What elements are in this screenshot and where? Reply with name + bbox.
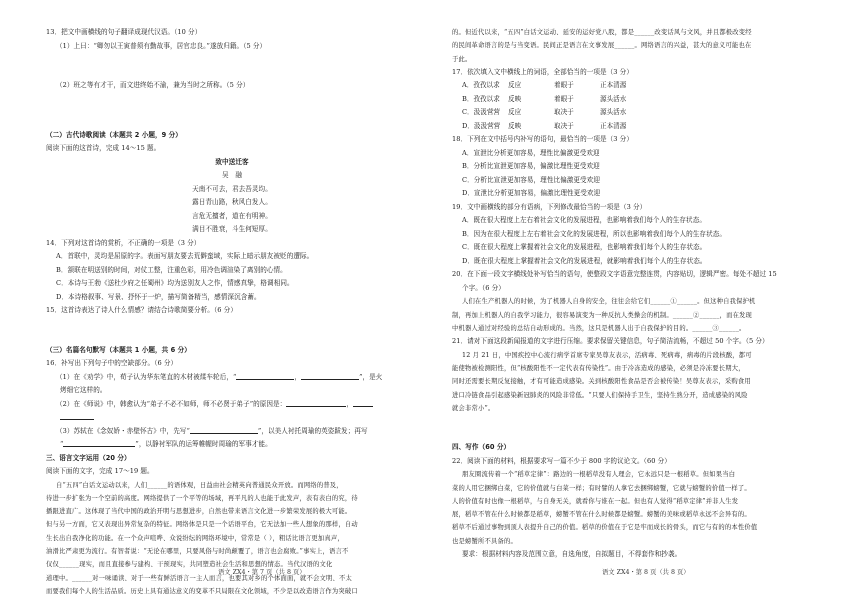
q21-text-line: 同时还需要长期反复接触，才有可能造成感染。关到核酸阳性食品是否会被传染！吴尊友表示，采购食用 xyxy=(452,378,751,386)
option-cell: 源头活水 xyxy=(600,94,627,103)
option-cell: 源头活水 xyxy=(600,108,627,117)
option-cell: 正本清源 xyxy=(600,121,627,130)
q22-requirement: 要求：根据材料内容及范围立意，自选角度，自拟题目，不得套作和抄袭。 xyxy=(462,550,682,559)
q20-text-line: 制，再加上机器人的自我学习能力，很容易演变为一种反抗人类操会的机制。______②______，而在发现 xyxy=(452,311,753,319)
passage-line: 但与另一方面，它又表现出异常复杂的特征。网络体是只是一个话语平台，它无法加一些人想象的那样，自动 xyxy=(46,521,358,529)
section-poem-heading: （二）古代诗歌阅读（本题共 2 小题，9 分） xyxy=(46,130,182,139)
passage-line: 的民间革命语言的是与当变语。民间正是语言在文事发展______。网络语言的兴益，甚大的意义可能也在 xyxy=(452,42,752,50)
question-17: 17．依次填入文中横线上的词语，全部恰当的一项是（3 分） xyxy=(452,67,633,76)
question-19: 19．文中画横线的部分有语病，下列修改最恰当的一项是（3 分） xyxy=(452,202,647,211)
question-15: 15．这首诗表达了诗人什么情感？请结合诗歌简要分析。（6 分） xyxy=(46,306,237,314)
option-b: B．分析比宣泄更加容易，偏激比理性更受欢迎 xyxy=(462,162,600,171)
option-cell: 反映 xyxy=(508,94,522,103)
q20-text-line: 人们在生产机器人的时候，为了机器人自身的安全，往往会给它们______①______。但这种自我保护机 xyxy=(462,298,756,306)
q22-text-line: 展，稻草不管在什么时候都是稻草，螃蟹不管在什么时候都是螃蟹。螃蟹的美味或稻草永远不会异有的。 xyxy=(452,511,751,519)
option-cell: D．汲汲营营 xyxy=(462,121,501,130)
poem-line: 言危无擅者，道在有明神。 xyxy=(192,211,272,220)
passage-line: 生长出自我净化的功能。在一个众声喧哗、众说纷纭的网络环境中，常常是（ ），粗话比语言更加真声， xyxy=(46,534,344,542)
option-cell: 着眼于 xyxy=(554,94,574,103)
question-21: 21．请对下面这段新闻报道的文字进行压缩。要求保留关键信息，句子简洁流畅，不超过 50 个字。（5 分） xyxy=(452,337,769,346)
answer-blank[interactable] xyxy=(353,399,373,407)
question-18: 18．下列在文中括号内补写的语句，最恰当的一项是（3 分） xyxy=(452,135,633,144)
option-a: A．首联中，灵均是屈原的字。表面写朋友要去荒僻蛮域，实际上暗示朋友被贬的遭际。 xyxy=(56,252,314,260)
question-20-cont: 个字。（6 分） xyxy=(462,283,505,292)
question-17-options xyxy=(452,79,824,133)
section-writing-heading: 四、写作（60 分） xyxy=(452,443,511,452)
question-16: 16．补写出下列句子中的空缺部分。（6 分） xyxy=(46,359,178,367)
question-13-2: （2）班之等有才干，而文进终始不渝，兼为当时之所称。（5 分） xyxy=(56,81,250,89)
answer-blank[interactable] xyxy=(60,412,94,420)
answer-blank[interactable] xyxy=(63,439,135,447)
option-d: D．既在很大程度上掌握着社会文化的发展进程，就影响着我们每个人的生存状态。 xyxy=(462,256,707,265)
question-16-2: （2）在《师说》中，韩愈认为“弟子不必不如师，师不必贤于弟子”的原因是： ， xyxy=(46,398,418,412)
question-20: 20．在下面一段文字横线处补写恰当的语句，使整段文字语意完整连贯，内容贴切，逻辑严密。每处不超过 15 xyxy=(452,270,777,279)
option-cell: 着眼于 xyxy=(554,81,574,90)
q22-text-line: 朋友圈流传着一个“稻草定律”：路边的一根稻草没有人理会，它永远只是一根稻草。但如果当白 xyxy=(462,471,736,479)
answer-blank[interactable] xyxy=(190,426,258,434)
passage-line: 的。但近代以来，“五四”白话文运动、延安的运好党八股，都是______改变话风与文风，并且都极改变经 xyxy=(452,29,752,36)
question-16-2-cont xyxy=(46,411,418,425)
q21-text-line: 12 月 21 日，中国疾控中心流行病学首席专家吴尊友表示，活病毒、死病毒，病毒的片段核酸，都可 xyxy=(462,351,752,359)
q22-text-line: 也是螃蟹所不具备的。 xyxy=(452,537,517,545)
passage-line: 道理中。______对一味诵读、对于一些有鲜活语言一主人而言，也要其对乡的个体面面，就不会文明、不太 xyxy=(46,574,352,582)
passage-line: 油滑比严肃更为流行。有智者说：“无论在哪里，只要风俗与时尚颠覆了，语言也会腐败。”事实上，语言不 xyxy=(46,547,349,555)
poem-intro: 阅读下面的这首诗，完成 14～15 题。 xyxy=(46,144,161,152)
poem-line: 满目不胜衰，斗生何短厚。 xyxy=(192,225,272,233)
question-14: 14．下列对这首诗的赏析，不正确的一项是（3 分） xyxy=(46,238,201,247)
option-cell: 反应 xyxy=(508,108,522,117)
q22-text-line: 稻草不后通过事物到顶人表提升自己的价值。稻草的价值在于它是牢而成长的骨头，而它与有的的本性价值 xyxy=(452,524,758,532)
question-16-1-cont: 烤细它这样的。 xyxy=(60,386,107,394)
q21-text-line: 能使物被检测阳性，但“核酸阳性不一定代表有传染性”。由于冷冻造成的感染，必须是冷冻要长期大， xyxy=(452,365,745,373)
section-language-heading: 三、语言文字运用（20 分） xyxy=(46,453,131,462)
right-column xyxy=(452,26,824,562)
passage-line: 而要我们每个人的生活品质。历史上具有通达意义的变革不只局限在文化领域，不少是以改造语言作为突破口 xyxy=(46,587,358,595)
poem-author: 吴 融 xyxy=(222,171,242,179)
option-cell: 反映 xyxy=(508,121,522,130)
option-cell: 取决于 xyxy=(554,121,574,130)
page-footer: 语文 ZX4・第 8 页（共 8 页） xyxy=(602,569,690,576)
question-13: 13．把文中画横线的句子翻译成现代汉语。（10 分） xyxy=(46,28,202,36)
option-b: B．颔联在明送别的时间，对仗工整，注重色彩，用冷色调渲染了离别的心情。 xyxy=(56,265,287,274)
poem-line: 露日青山路，秋风白发人。 xyxy=(192,198,272,206)
option-cell: 反应 xyxy=(508,81,522,90)
passage-line: 仅仅______现实，而且直接参与建构、干预现实，共同塑造社会生活和思想的情态。当代汉语的文化 xyxy=(46,561,333,569)
option-b: B．因为在很大程度上左右着社会文化的发展进程，所以也影响着我们每个人的生存状态。 xyxy=(462,229,726,238)
question-16-1: （1）在《劝学》中，荀子认为华东笔直的木材被煣车轮后，“ ， ”，是火 xyxy=(56,372,383,381)
passage-line: 待进一步扩张为一个空前的高度。网络提供了一个平等的场域，再平凡的人也能于此发声，表有表白的究，待 xyxy=(46,494,358,502)
option-cell: A．孜孜以求 xyxy=(462,81,500,90)
poem-line: 天南不可去，君去吾灵均。 xyxy=(192,184,272,193)
option-d: D．本诗格叙事、写景、抒怀于一炉，描写简备精当，感情深沉含蓄。 xyxy=(56,292,261,301)
answer-blank[interactable] xyxy=(236,372,294,380)
q21-text-line: 进口冷链食品引起感染新冠肺炎的风险非常低。“只要人们保持手卫生，坚持生熟分开，造成感染的风险 xyxy=(452,391,748,399)
question-13-1: （1）上曰：“卿勿以王寅普须有勤故事，居官忠良。”遂放归籍。（5 分） xyxy=(56,41,267,50)
page-footer: 语文 ZX4・第 7 页（共 8 页） xyxy=(218,569,306,576)
option-cell: 取决于 xyxy=(554,108,574,117)
q22-text-line: 人的价值有时也像一根稻草，与自身无关，就看你与谁在一起。但也有人觉得“稻草定律”并非人生发 xyxy=(452,497,739,505)
language-intro: 阅读下面的文字，完成 17～19 题。 xyxy=(46,467,154,475)
poem-title: 致中送迁客 xyxy=(215,157,249,166)
option-c: C．分析比宣泄更加容易，理性比偏激更受欢迎 xyxy=(462,175,600,184)
left-column xyxy=(46,26,418,598)
option-a: A．宣泄比分析更加容易，理性比偏激更受欢迎 xyxy=(462,148,600,157)
option-c: C．既在很大程度上掌握着社会文化的发展进程，也影响着我们每个人的生存状态。 xyxy=(462,243,707,252)
q22-text-line: 菜的人用它捆绑白菜，它的价值就与白菜一样；有时譬的人拿它去捆绑螃蟹，它就与螃蟹的价值一样了。 xyxy=(452,484,751,492)
question-16-3: （3）苏轼在《念奴娇・赤壁怀古》中，先写“ ”，以美人衬托周瑜的英姿跋发；再写 xyxy=(56,426,368,435)
option-cell: B．孜孜以求 xyxy=(462,94,500,103)
section-dictation-heading: （三）名篇名句默写（本题共 1 小题，共 6 分） xyxy=(46,345,191,354)
option-d: D．宣泄比分析更加容易，偏激比理性更受欢迎 xyxy=(462,189,601,198)
passage-line: 自“五四”白话文运动以来，人们______的语体观，日益由社会精英向普通民众开放。而网络的普及， xyxy=(56,481,343,489)
passage-line: 于此。 xyxy=(452,55,472,63)
question-16-3-cont: “ ”，以静衬军队的运筹帷幄时周瑜的军事才能。 xyxy=(60,440,272,448)
q21-text-line: 就会非常小”。 xyxy=(452,404,495,412)
option-cell: 正本清源 xyxy=(600,81,627,90)
answer-blank[interactable] xyxy=(301,372,359,380)
option-a: A．既在很大程度上左右着社会文化的发展进程，也影响着我们每个人的生存状态。 xyxy=(462,216,706,225)
option-c: C．本诗与王勃《送杜少府之任蜀州》均为送别友人之作，情感真挚，格调相同。 xyxy=(56,279,294,287)
q20-text-line: 中机器人通过对经验的总结自动形成的。当然，这只是机器人出于自我保护的目的。______③______。 xyxy=(452,324,746,332)
passage-line: 播跟进直广。这体现了当代中国的政治开明与思想进步，自然也带来语言文化进一步繁荣发展的极大可能。 xyxy=(46,508,352,516)
answer-blank[interactable] xyxy=(286,399,346,407)
question-22: 22．阅读下面的材料，根据要求写一篇不少于 800 字的议论文。（60 分） xyxy=(452,456,671,465)
option-cell: C．汲汲营营 xyxy=(462,108,501,117)
